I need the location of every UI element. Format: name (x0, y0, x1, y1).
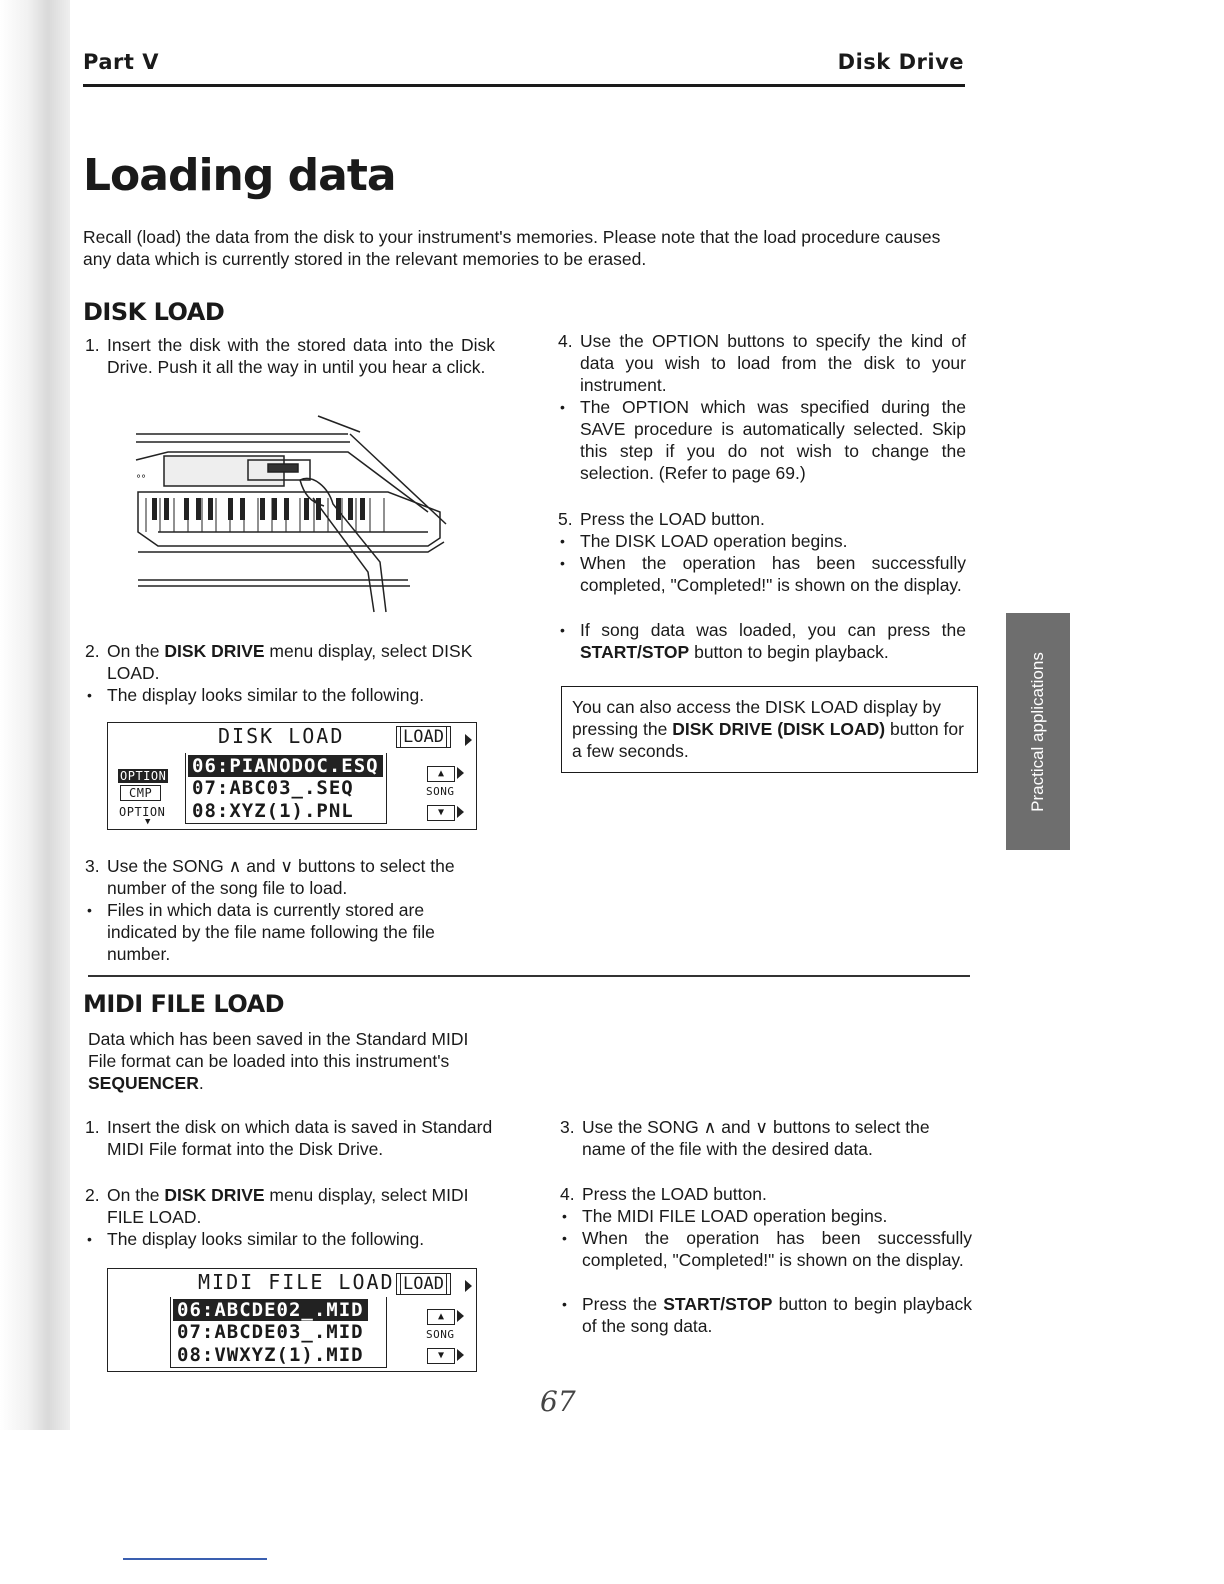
bullet-text: button to begin playback of the song data. (582, 1294, 972, 1336)
bullet-text: button to begin playback. (689, 642, 889, 662)
lcd-up-icon: ▲ (427, 766, 455, 782)
disk-load-step-5-bullet-1: • The DISK LOAD operation begins. (558, 530, 966, 552)
step-text: Press the LOAD button. (580, 509, 765, 529)
intro-text: . (198, 1073, 204, 1093)
bullet-text-bold: START/STOP (663, 1294, 773, 1314)
step-text: menu display, select MIDI FILE LOAD. (107, 1185, 469, 1227)
lcd-selected-file: 06:PIANODOC.ESQ (188, 755, 383, 777)
step-number: 5. (558, 509, 573, 529)
lcd-down-icon: ▼ (427, 805, 455, 821)
lcd-up-icon: ▲ (427, 1309, 455, 1325)
bullet-text: Files in which data is currently stored are indicated by the file name following the file number. (107, 900, 435, 964)
intro-text-bold: SEQUENCER (88, 1073, 199, 1093)
step-text-bold: DISK DRIVE (164, 1185, 265, 1205)
lcd-file-list (185, 753, 387, 824)
disk-load-step-4 (558, 330, 966, 396)
midi-file-load-heading: MIDI FILE LOAD (83, 990, 285, 1018)
lcd-arrow-icon (457, 806, 464, 818)
disk-load-heading: DISK LOAD (83, 298, 225, 326)
midi-load-step-4-bullet-2: • When the operation has been successfully completed, "Completed!" is shown on the display. (562, 1228, 972, 1270)
lcd-song-label: SONG (426, 1328, 455, 1341)
lcd-option-caption: OPTION (119, 805, 166, 819)
intro-paragraph: Recall (load) the data from the disk to your instrument's memories. Please note that the load procedure causes any data which is currently stored in the relevant memories to be erased. (83, 227, 941, 269)
step-number: 4. (558, 331, 573, 351)
step-number: 1. (85, 335, 100, 355)
step-text: Press the LOAD button. (582, 1184, 767, 1204)
page-number: 67 (540, 1385, 576, 1418)
note-box (561, 686, 978, 773)
step-number: 3. (560, 1117, 575, 1137)
step-number: 4. (560, 1184, 575, 1204)
lcd-file-row: 07:ABCDE03_.MID (177, 1321, 364, 1343)
disk-load-step-1 (85, 334, 495, 378)
disk-load-step-5-bullet-3: • If song data was loaded, you can press the START/STOP button to begin playback. (560, 620, 966, 662)
bullet-text: The DISK LOAD operation begins. (580, 531, 848, 551)
step-text: Use the SONG ∧ and ∨ buttons to select the name of the file with the desired data. (582, 1117, 930, 1159)
bullet-text: The MIDI FILE LOAD operation begins. (582, 1206, 888, 1226)
bullet-text: Press the (582, 1294, 664, 1314)
section-divider (88, 975, 970, 977)
bullet-text: The display looks similar to the following. (107, 685, 425, 705)
side-tab-label: Practical applications (1028, 651, 1047, 812)
lcd-file-row: 08:XYZ(1).PNL (192, 800, 354, 822)
lcd-arrow-icon (465, 1280, 472, 1292)
bullet-text: When the operation has been successfully completed, "Completed!" is shown on the display. (582, 1228, 972, 1270)
svg-text:°°: °° (136, 474, 146, 485)
running-header-part: Part V (83, 50, 159, 74)
step-text-bold: DISK DRIVE (164, 641, 265, 661)
lcd-file-list (170, 1297, 387, 1368)
note-text-bold: DISK DRIVE (DISK LOAD) (672, 719, 886, 739)
lcd-down-icon: ▼ (427, 1348, 455, 1364)
scan-edge-shadow (0, 0, 70, 1430)
intro-text: Data which has been saved in the Standard MIDI File format can be loaded into this instrument's (88, 1029, 469, 1071)
running-header-chapter: Disk Drive (837, 50, 964, 74)
midi-load-step-4-bullet-3: • Press the START/STOP button to begin playback of the song data. (562, 1294, 972, 1336)
section-side-tab (1006, 613, 1070, 850)
bottom-mark (123, 1558, 267, 1560)
midi-load-step-1 (85, 1116, 497, 1160)
disk-load-step-4-bullet: • The OPTION which was specified during the SAVE procedure is automatically selected. Skip this step if you do not wish to change the selection. (Refer to page 69.) (560, 397, 966, 483)
bullet-text: The OPTION which was specified during the SAVE procedure is automatically selected. Skip this step if you do not wish to change the selection. (Refer to page 69.) (580, 397, 966, 483)
midi-load-step-4 (560, 1183, 972, 1205)
lcd-option-label: OPTION (120, 769, 167, 783)
lcd-load-button: LOAD (396, 1273, 451, 1295)
header-rule (83, 84, 965, 87)
note-text: button for a few seconds. (572, 719, 964, 761)
disk-load-step-2-bullet: • The display looks similar to the following. (85, 684, 497, 706)
midi-file-load-lcd-display (107, 1268, 477, 1372)
lcd-title: MIDI FILE LOAD (198, 1270, 395, 1294)
lcd-option-value: CMP (120, 785, 161, 801)
step-number: 2. (85, 1185, 100, 1205)
step-text: menu display, select DISK LOAD. (107, 641, 473, 683)
step-text: Use the SONG ∧ and ∨ buttons to select the number of the song file to load. (107, 856, 455, 898)
midi-load-step-3 (560, 1116, 972, 1160)
lcd-file-row: 08:VWXYZ(1).MID (177, 1344, 364, 1366)
step-text: Use the OPTION buttons to specify the kind of data you wish to load from the disk to your instrument. (580, 331, 966, 395)
disk-load-step-5-bullet-2: • When the operation has been successfully completed, "Completed!" is shown on the display. (560, 553, 966, 595)
disk-drive-illustration (128, 412, 453, 617)
midi-load-step-4-bullet-1: • The MIDI FILE LOAD operation begins. (560, 1205, 972, 1227)
midi-load-intro (88, 1028, 500, 1094)
step-text: On the (107, 1185, 165, 1205)
note-text: You can also access the DISK LOAD display by pressing the (572, 697, 941, 739)
step-text: Insert the disk on which data is saved in Standard MIDI File format into the Disk Drive. (107, 1117, 493, 1159)
disk-load-lcd-display (107, 722, 477, 830)
disk-load-step-5 (558, 508, 966, 530)
midi-load-step-2 (85, 1184, 497, 1228)
disk-load-step-3-bullet: • Files in which data is currently stored are indicated by the file name following the file number. (85, 899, 497, 965)
disk-load-step-2 (85, 640, 497, 684)
lcd-arrow-icon (457, 767, 464, 779)
step-text: Insert the disk with the stored data into the Disk Drive. Push it all the way in until you hear a click. (107, 335, 495, 377)
lcd-title: DISK LOAD (218, 724, 345, 748)
step-number: 2. (85, 641, 100, 661)
lcd-down-arrow-icon: ▼ (145, 817, 151, 827)
lcd-selected-file: 06:ABCDE02_.MID (173, 1299, 368, 1321)
lcd-file-row: 07:ABC03_.SEQ (192, 777, 354, 799)
lcd-load-button: LOAD (396, 726, 451, 748)
bullet-text: The display looks similar to the following. (107, 1229, 425, 1249)
step-text: On the (107, 641, 165, 661)
step-number: 3. (85, 856, 100, 876)
lcd-song-label: SONG (426, 785, 455, 798)
step-number: 1. (85, 1117, 100, 1137)
bullet-text-bold: START/STOP (580, 642, 690, 662)
bullet-text: If song data was loaded, you can press the (580, 620, 966, 640)
midi-load-step-2-bullet: • The display looks similar to the following. (85, 1228, 497, 1250)
lcd-arrow-icon (457, 1310, 464, 1322)
lcd-arrow-icon (457, 1349, 464, 1361)
page-title: Loading data (83, 150, 396, 201)
bullet-text: When the operation has been successfully completed, "Completed!" is shown on the display. (580, 553, 966, 595)
lcd-arrow-icon (465, 734, 472, 746)
disk-load-step-3 (85, 855, 497, 899)
